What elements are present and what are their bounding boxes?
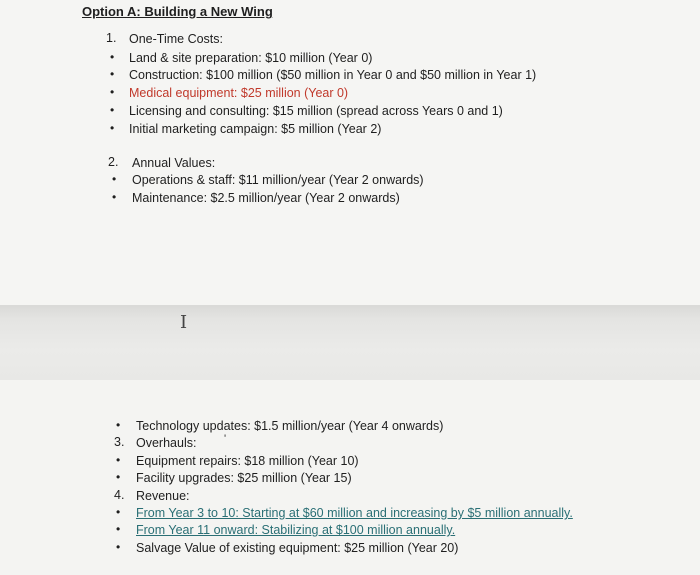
- text-cursor-icon: I: [180, 312, 188, 333]
- shadow-band: [0, 305, 700, 380]
- list-item: Salvage Value of existing equipment: $25 million (Year 20): [136, 541, 459, 555]
- bullet-icon: •: [116, 522, 121, 536]
- bullet-icon: •: [116, 470, 121, 484]
- bullet-icon: •: [112, 172, 117, 186]
- section-2-heading: Annual Values:: [132, 156, 216, 170]
- section-1-heading: One-Time Costs:: [129, 32, 224, 46]
- bullet-icon: •: [110, 121, 115, 135]
- list-item: Licensing and consulting: $15 million (spread across Years 0 and 1): [129, 104, 503, 118]
- bullet-icon: •: [116, 453, 121, 467]
- bullet-icon: •: [110, 85, 115, 99]
- section-3-number: 3.: [114, 435, 125, 449]
- list-item: Land & site preparation: $10 million (Year 0): [129, 51, 373, 65]
- section-4-heading: Revenue:: [136, 489, 190, 503]
- bullet-icon: •: [116, 540, 121, 554]
- list-item: From Year 3 to 10: Starting at $60 million and increasing by $5 million annually.: [136, 506, 573, 520]
- bullet-icon: •: [110, 50, 115, 64]
- bullet-icon: •: [116, 505, 121, 519]
- list-item: Initial marketing campaign: $5 million (Year 2): [129, 122, 382, 136]
- stray-mark: ': [224, 433, 227, 445]
- list-item: Maintenance: $2.5 million/year (Year 2 onwards): [132, 191, 400, 205]
- list-item: Technology updates: $1.5 million/year (Year 4 onwards): [136, 419, 444, 433]
- list-item: Equipment repairs: $18 million (Year 10): [136, 454, 359, 468]
- section-2-number: 2.: [108, 155, 119, 169]
- section-3-heading: Overhauls:: [136, 436, 197, 450]
- list-item: From Year 11 onward: Stabilizing at $100 million annually.: [136, 523, 456, 537]
- list-item: Medical equipment: $25 million (Year 0): [129, 86, 349, 100]
- section-1-number: 1.: [106, 31, 117, 45]
- bullet-icon: •: [116, 418, 121, 432]
- list-item: Operations & staff: $11 million/year (Year 2 onwards): [132, 173, 424, 187]
- list-item: Construction: $100 million ($50 million in Year 0 and $50 million in Year 1): [129, 68, 537, 82]
- bullet-icon: •: [110, 103, 115, 117]
- section-4-number: 4.: [114, 488, 125, 502]
- list-item: Facility upgrades: $25 million (Year 15): [136, 471, 352, 485]
- bullet-icon: •: [112, 190, 117, 204]
- bullet-icon: •: [110, 67, 115, 81]
- page-title: Option A: Building a New Wing: [82, 4, 273, 19]
